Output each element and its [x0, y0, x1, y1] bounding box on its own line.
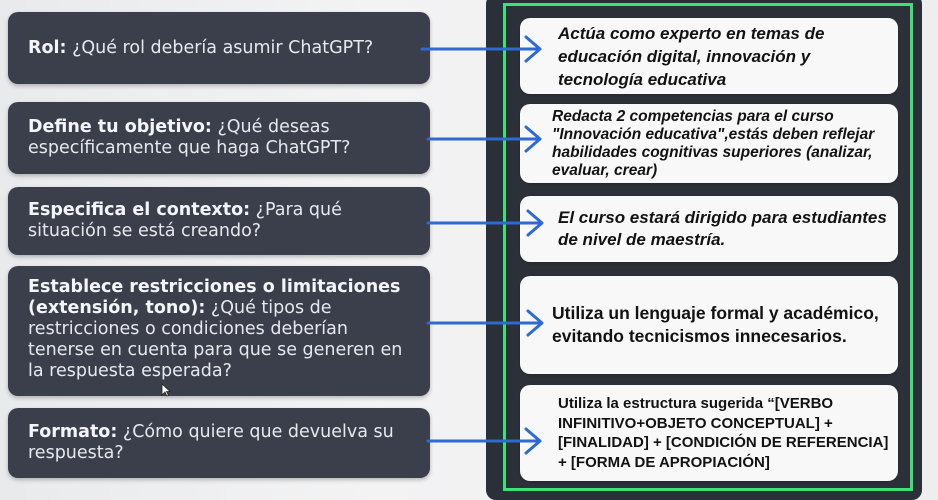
role-answer: Actúa como experto en temas de educación digital, innovación y tecnología educativa: [558, 23, 825, 89]
restrictions-label: Establece restricciones o limitaciones (extensión, tono):: [28, 277, 401, 318]
role-question: ¿Qué rol debería asumir ChatGPT?: [66, 37, 374, 58]
format-label: Formato:: [28, 422, 118, 442]
context-label: Especifica el contexto:: [28, 200, 251, 220]
arrow-4-icon: [428, 311, 542, 335]
restrictions-answer: Utiliza un lenguaje formal y académico, evitando tecnicismos innecesarios.: [552, 303, 879, 346]
context-question: ¿Para qué situación se está creando?: [28, 200, 342, 241]
mouse-cursor-icon: [161, 383, 171, 397]
role-label: Rol:: [28, 37, 67, 58]
format-question: ¿Cómo quiere que devuelva su respuesta?: [28, 422, 394, 463]
arrow-1-icon: [422, 37, 540, 61]
format-answer: Utiliza la estructura sugerida “[VERBO INFINITIVO+OBJETO CONCEPTUAL] + [FINALIDAD] + [CONDICIÓN DE REFERENCIA] + [FORMA DE APROPIACIÓN]: [558, 395, 889, 471]
objective-answer: Redacta 2 competencias para el curso "Innovación educativa",estás deben reflejar habilidades cognitivas superiores (analizar, evaluar, crear): [552, 107, 875, 179]
context-answer: El curso estará dirigido para estudiantes de nivel de maestría.: [558, 208, 887, 249]
arrow-5-icon: [428, 429, 540, 453]
objective-label: Define tu objetivo:: [28, 117, 212, 137]
arrow-3-icon: [428, 211, 542, 235]
objective-question: ¿Qué deseas específicamente que haga ChatGPT?: [28, 117, 351, 158]
restrictions-question: ¿Qué tipos de restricciones o condiciones deberían tenerse en cuenta para que se generen en la respuesta esperada?: [28, 298, 403, 381]
arrow-2-icon: [428, 127, 540, 151]
